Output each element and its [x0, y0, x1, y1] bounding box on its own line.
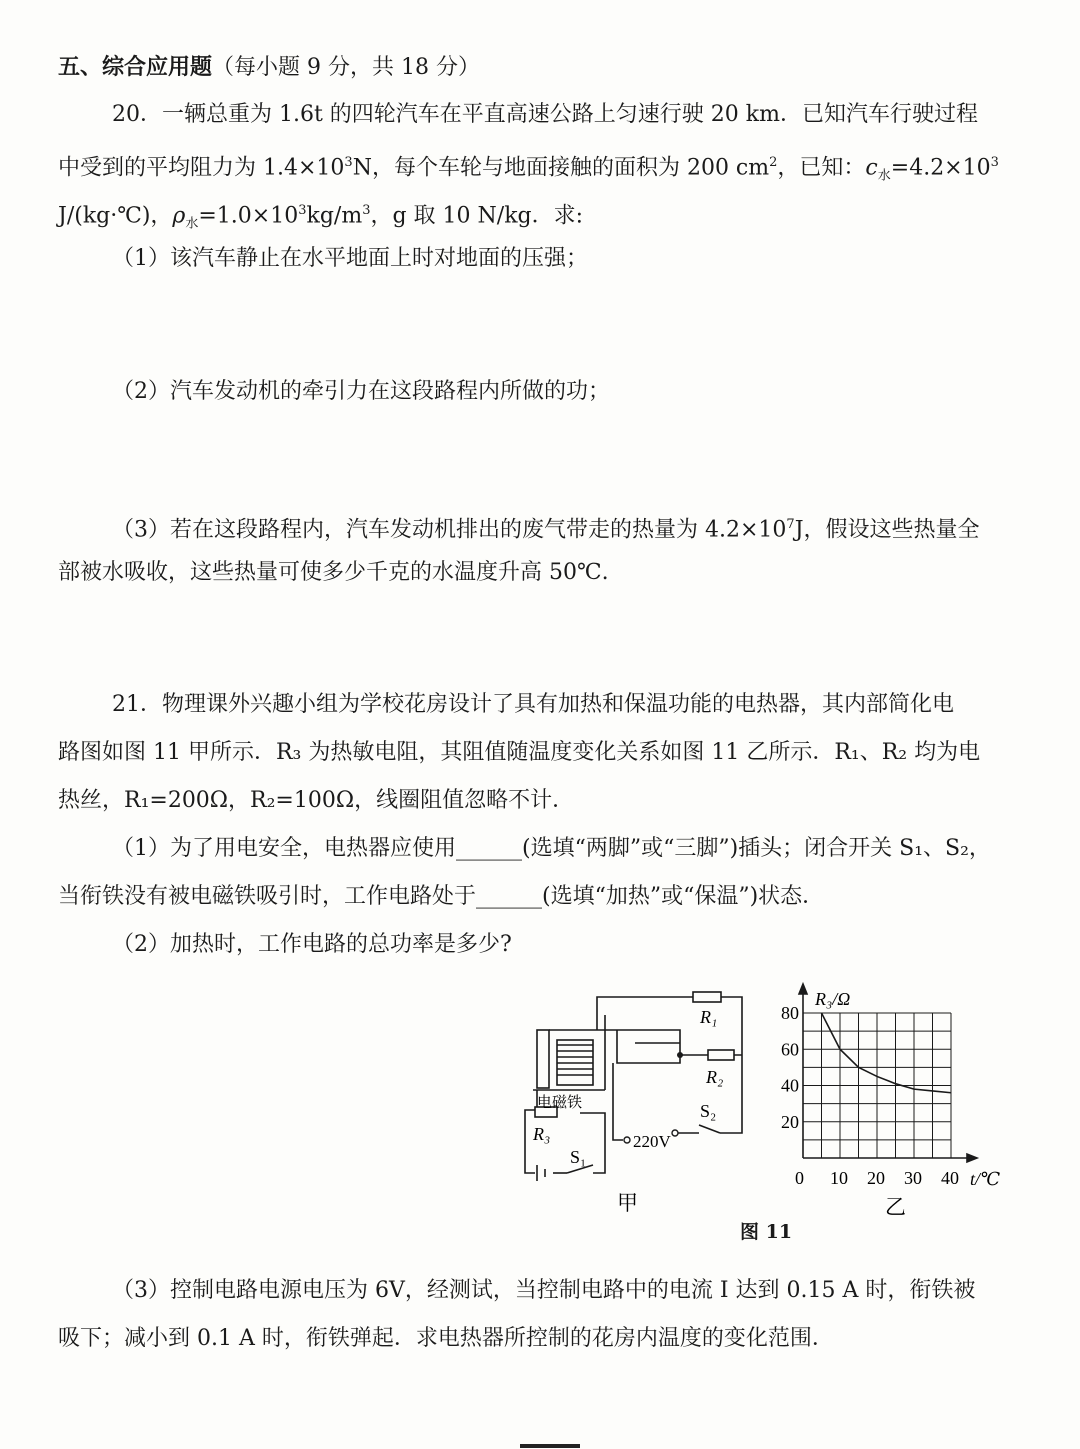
q20-l2-b: N，每个车轮与地面接触的面积为 200 cm: [352, 155, 770, 181]
section-note: （每小题 9 分，共 18 分）: [212, 55, 480, 80]
q21-part-1-line-2: 当衔铁没有被电磁铁吸引时，工作电路处于______(选填“加热”或“保温”)状态．: [58, 884, 825, 909]
page-edge-mark: [520, 1444, 580, 1448]
r3-label: R₃: [533, 1124, 551, 1144]
chart-ylabel: R₃/Ω: [815, 989, 851, 1009]
q20-l2-sup1: 3: [344, 155, 353, 170]
figure-caption: 图 11: [740, 1221, 793, 1243]
q20-part-2: （2）汽车发动机的牵引力在这段路程内所做的功；: [112, 379, 610, 404]
circuit-diagram: [505, 985, 780, 1225]
y-axis-arrow: [799, 984, 807, 994]
r2-resistor: [708, 1050, 734, 1060]
q20-l2-c: ，已知：: [777, 155, 866, 181]
q20-part-3-line-1: [112, 510, 980, 545]
r3-temperature-chart: [775, 980, 1025, 1225]
q20-l3-d: ，g 取 10 N/kg．求:: [370, 203, 584, 229]
section-heading: [58, 52, 480, 83]
q20-l3-c: kg/m: [306, 203, 363, 229]
voltage-label: 220V: [633, 1132, 671, 1151]
y-tick-label: 60: [781, 1039, 799, 1060]
circuit-caption: 甲: [617, 1191, 638, 1215]
q20-l3-b: =1.0×10: [198, 203, 299, 229]
r2-label: R₂: [706, 1067, 724, 1087]
q20-l3-rho: ρ: [172, 203, 186, 229]
q20-l3-sup2: 3: [362, 203, 371, 218]
q20-p3-sup: 7: [786, 517, 795, 532]
chart-xlabel: t/℃: [970, 1169, 1001, 1189]
q20-l2-sup3: 3: [990, 155, 999, 170]
q20-l3-rho-sub: 水: [185, 216, 199, 232]
y-tick-label: 80: [781, 1003, 799, 1023]
q20-l3-sup: 3: [298, 203, 307, 218]
y-tick-label: 40: [781, 1075, 799, 1096]
magnet-label: 电磁铁: [537, 1093, 583, 1111]
q20-l2-c-symbol: c: [865, 155, 878, 181]
q20-p3-a: （3）若在这段路程内，汽车发动机排出的废气带走的热量为 4.2×10: [112, 517, 787, 543]
magnet-core: [537, 1030, 549, 1088]
q20-l2-d: =4.2×10: [890, 155, 991, 181]
r1-resistor: [693, 992, 721, 1002]
q20-l2-c-sub: 水: [877, 168, 891, 184]
s2-label: S₂: [700, 1101, 717, 1121]
x-tick-label: 20: [867, 1168, 885, 1188]
q20-p3-b: J，假设这些热量全: [794, 517, 980, 543]
q20-l3-a: J/(kg·℃)，: [58, 203, 173, 229]
q21-part-3-line-1: （3）控制电路电源电压为 6V，经测试，当控制电路中的电流 I 达到 0.15 A 时，衔铁被: [112, 1278, 976, 1303]
x-axis-arrow: [967, 1154, 977, 1162]
x-tick-label: 30: [904, 1168, 922, 1188]
s1-label: S₁: [570, 1147, 587, 1167]
q21-line-2: 路图如图 11 甲所示．R₃ 为热敏电阻，其阻值随温度变化关系如图 11 乙所示．R₁、R₂ 均为电: [58, 740, 981, 765]
r3-curve: [822, 1013, 952, 1093]
q21-line-3: 热丝，R₁=200Ω，R₂=100Ω，线圈阻值忽略不计．: [58, 788, 575, 813]
q20-l2-a: 中受到的平均阻力为 1.4×10: [58, 155, 345, 181]
q21-part-2: （2）加热时，工作电路的总功率是多少?: [112, 932, 512, 957]
section-title: 五、综合应用题: [58, 54, 213, 80]
chart-caption: 乙: [885, 1195, 906, 1219]
q20-part-1: （1）该汽车静止在水平地面上时对地面的压强；: [112, 246, 588, 271]
q21-part-3-line-2: 吸下；减小到 0.1 A 时，衔铁弹起．求电热器所控制的花房内温度的变化范围．: [58, 1326, 834, 1351]
y-tick-label: 20: [781, 1111, 799, 1132]
q20-line-1: 20．一辆总重为 1.6t 的四轮汽车在平直高速公路上匀速行驶 20 km．已知汽车行驶过程: [112, 102, 978, 127]
r1-label: R₁: [700, 1007, 718, 1027]
q21-line-1: 21．物理课外兴趣小组为学校花房设计了具有加热和保温功能的电热器，其内部简化电: [112, 692, 954, 717]
q20-line-2: [58, 148, 999, 192]
x-tick-label: 10: [830, 1168, 848, 1188]
x-tick-label: 40: [941, 1168, 959, 1188]
q20-part-3-line-2: 部被水吸收，这些热量可使多少千克的水温度升高 50℃.: [58, 560, 609, 585]
x-tick-label: 0: [795, 1168, 804, 1188]
q21-part-1-line-1: （1）为了用电安全，电热器应使用______(选填“两脚”或“三脚”)插头；闭合开关 S₁、S₂，: [112, 836, 991, 861]
q20-line-3: [58, 196, 583, 240]
q20-l2-sup2: 2: [769, 155, 778, 170]
